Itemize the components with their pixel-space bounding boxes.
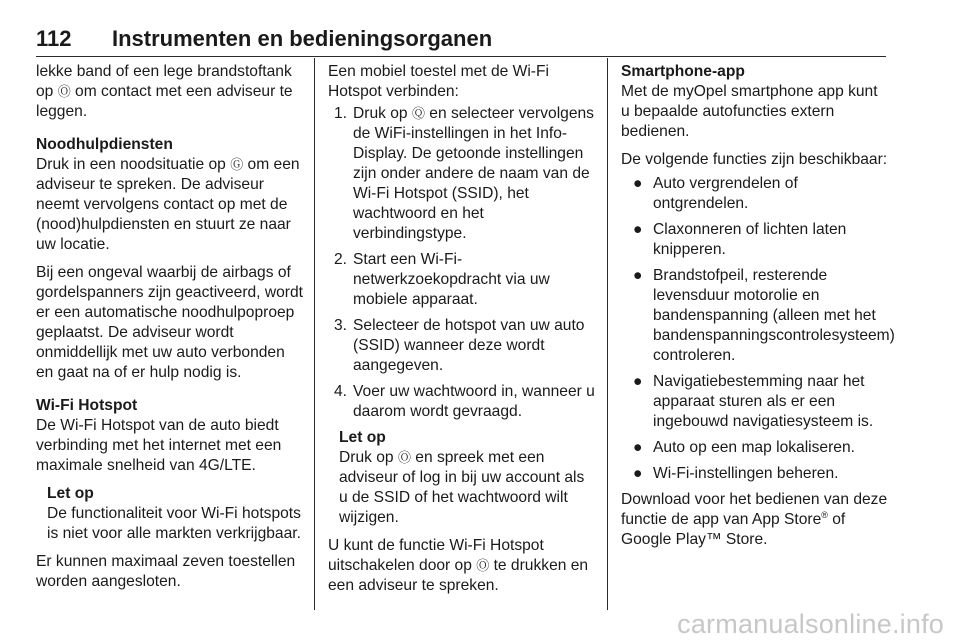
wifi-info-icon: Ⓠ [411,106,425,121]
note-box [36,484,306,544]
steps-list [328,104,596,422]
column-divider-2 [607,58,608,610]
list-item: ● Auto vergrendelen of ontgrendelen. [633,175,798,212]
note-heading: Let op [339,429,386,446]
list-item: ● Wi-Fi-instellingen beheren. [633,465,839,482]
note-box [328,428,596,528]
column-3 [621,62,895,550]
page-number: 112 [36,26,72,51]
watermark: carmanualsonline.info [677,609,944,639]
airbag-paragraph: Bij een ongeval waarbij de airbags of gordelspanners zijn geactiveerd, wordt er een automatische noodhulpoproep geplaatst. De adviseur wordt onmiddellijk met uw auto verbonden en gaat na of er hulp nodig is. [36,264,303,381]
bullet-icon: ● [633,175,643,192]
list-item: 4. Voer uw wachtwoord in, wanneer u daarom wordt gevraagd. [334,383,595,420]
noodhulp-paragraph: Druk in een noodsituatie op Ⓖ om een adviseur te spreken. De adviseur neemt vervolgens contact op met de (nood)hulpdiensten en stuurt ze naar uw locatie. [36,156,300,253]
list-item: ● Claxonneren of lichten laten knipperen. [633,221,847,258]
bullet-icon: ● [633,267,643,284]
bullet-icon: ● [633,439,643,456]
functions-list [621,174,895,484]
app-heading: Smartphone-app [621,63,745,80]
wifi-paragraph: De Wi-Fi Hotspot van de auto biedt verbinding met het internet met een maximale snelheid van 4G/LTE. [36,417,282,474]
noodhulp-heading: Noodhulpdiensten [36,136,173,153]
note-heading: Let op [47,485,94,502]
list-item: ● Brandstofpeil, resterende levensduur motorolie en bandenspanning (alleen met het bandenspanningscontrolesysteem) controleren. [633,267,895,364]
bullet-icon: ● [633,465,643,482]
functions-intro: De volgende functies zijn beschikbaar: [621,151,888,168]
connect-intro: Een mobiel toestel met de Wi-Fi Hotspot verbinden: [328,63,549,100]
sos-icon: Ⓖ [230,157,244,172]
header-rule [36,56,886,57]
devices-paragraph: Er kunnen maximaal zeven toestellen worden aangesloten. [36,553,296,590]
page-title: Instrumenten en bedieningsorganen [112,26,493,51]
download-paragraph: Download voor het bedienen van deze functie de app van App Store® of Google Play™ Store. [621,491,888,548]
intro-paragraph: lekke band of een lege brandstoftank op Ⓞ om contact met een adviseur te leggen. [36,63,293,120]
registered-mark: ® [821,509,828,520]
onstar-icon: Ⓞ [476,558,490,573]
column-2 [328,62,596,596]
column-divider-1 [314,58,315,610]
page-header [36,26,886,54]
list-item: ● Navigatiebestemming naar het apparaat sturen als er een ingebouwd navigatiesysteem is. [633,373,874,430]
bullet-icon: ● [633,373,643,390]
column-1 [36,62,306,592]
onstar-icon: Ⓞ [397,450,411,465]
list-item: 1. Druk op Ⓠ en selecteer vervolgens de WiFi-instellingen in het Info-Display. De getoonde instellingen zijn onder andere de naam van de Wi-Fi Hotspot (SSID), het wachtwoord en het verbindingstype. [334,105,594,242]
bullet-icon: ● [633,221,643,238]
note-text: Druk op Ⓞ en spreek met een adviseur of log in bij uw account als u de SSID of het wachtwoord wilt wijzigen. [339,449,585,526]
disable-paragraph: U kunt de functie Wi-Fi Hotspot uitschakelen door op Ⓞ te drukken en een adviseur te spreken. [328,537,589,594]
wifi-heading: Wi-Fi Hotspot [36,397,138,414]
list-item: 2. Start een Wi-Fi-netwerkzoekopdracht via uw mobiele apparaat. [334,251,550,308]
list-item: ● Auto op een map lokaliseren. [633,439,855,456]
app-paragraph: Met de myOpel smartphone app kunt u bepaalde autofuncties extern bedienen. [621,83,878,140]
list-item: 3. Selecteer de hotspot van uw auto (SSID) wanneer deze wordt aangegeven. [334,317,585,374]
note-text: De functionaliteit voor Wi-Fi hotspots is niet voor alle markten verkrijgbaar. [47,505,301,542]
onstar-icon: Ⓞ [57,84,71,99]
